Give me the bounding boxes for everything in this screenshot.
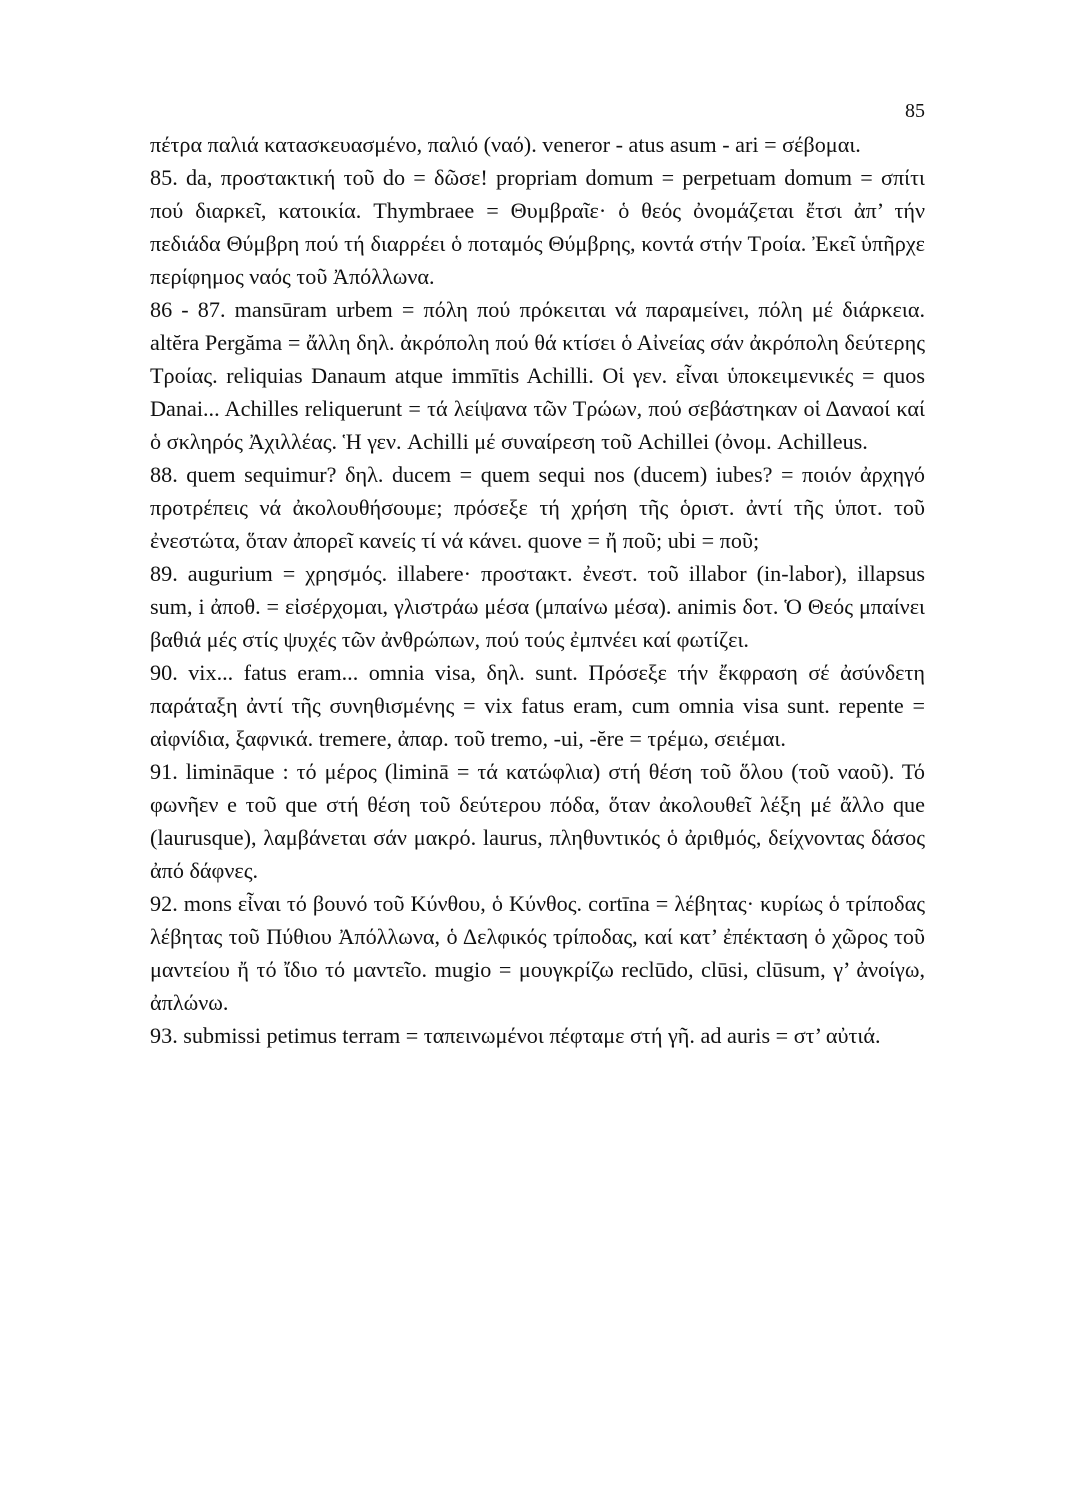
note-92: 92. mons εἶναι τό βουνό τοῦ Κύνθου, ὁ Κύνθος. cortīna = λέβητας· κυρίως ὁ τρίποδας λέβητας τοῦ Πύθιου Ἀπόλλωνα, ὁ Δελφικός τρίποδας, καί κατ’ ἐπέκταση ὁ χῶρος τοῦ μαντείου ἤ τό ἴδιο τό μαντεῖο. mugio = μουγκρίζω reclūdo, clūsi, clūsum, γ’ ἀνοίγω, ἀπλώνω. [150,891,925,1015]
note-88: 88. quem sequimur? δηλ. ducem = quem sequi nos (ducem) iubes? = ποιόν ἀρχηγό προτρέπεις νά ἀκολουθήσουμε; πρόσεξε τή χρήση τῆς ὁριστ. ἀντί τῆς ὑποτ. τοῦ ἐνεστώτα, ὅταν ἀπορεῖ κανείς τί νά κάνει. quove = ἤ ποῦ; ubi = ποῦ; [150,462,925,553]
note-91: 91. limināque : τό μέρος (liminā = τά κατώφλια) στή θέση τοῦ ὅλου (τοῦ ναοῦ). Τό φωνῆεν e τοῦ que στή θέση τοῦ δεύτερου πόδα, ὅταν ἀκολουθεῖ λέξη μέ ἄλλο que (laurusque), λαμβάνεται σάν μακρό. laurus, πληθυντικός ὁ ἀριθμός, δείχνοντας δάσος ἀπό δάφνες. [150,759,925,883]
commentary-text [150,128,925,1052]
note-89: 89. augurium = χρησμός. illabere· προστακτ. ἐνεστ. τοῦ illabor (in-labor), illapsus sum, i ἀποθ. = εἰσέρχομαι, γλιστράω μέσα (μπαίνω μέσα). animis δοτ. Ὁ Θεός μπαίνει βαθιά μές στίς ψυχές τῶν ἀνθρώπων, πού τούς ἐμπνέει καί φωτίζει. [150,561,925,652]
note-93: 93. submissi petimus terram = ταπεινωμένοι πέφταμε στή γῆ. ad auris = στ’ αὐτιά. [150,1023,881,1048]
paragraph-continuation: πέτρα παλιά κατασκευασμένο, παλιό (ναό). veneror - atus asum - ari = σέβομαι. [150,132,861,157]
note-86-87: 86 - 87. mansūram urbem = πόλη πού πρόκειται νά παραμείνει, πόλη μέ διάρκεια. altĕra Pergăma = ἄλλη δηλ. ἀκρόπολη πού θά κτίσει ὁ Αἰνείας σάν ἀκρόπολη δεύτερης Τροίας. reliquias Danaum atque immītis Achilli. Οἱ γεν. εἶναι ὑποκειμενικές = quos Danai... Achilles reliquerunt = τά λείψανα τῶν Τρώων, πού σεβάστηκαν οἱ Δαναοί καί ὁ σκληρός Ἀχιλλέας. Ἡ γεν. Achilli μέ συναίρεση τοῦ Achillei (ὀνομ. Achilleus. [150,297,925,454]
page-number: 85 [905,100,925,122]
note-85: 85. da, προστακτική τοῦ do = δῶσε! propriam domum = perpetuam domum = σπίτι πού διαρκεῖ, κατοικία. Thymbraee = Θυμβραῖε· ὁ θεός ὀνομάζεται ἔτσι ἀπ’ τήν πεδιάδα Θύμβρη πού τή διαρρέει ὁ ποταμός Θύμβρης, κοντά στήν Τροία. Ἐκεῖ ὑπῆρχε περίφημος ναός τοῦ Ἀπόλλωνα. [150,165,925,289]
note-90: 90. vix... fatus eram... omnia visa, δηλ. sunt. Πρόσεξε τήν ἔκφραση σέ ἀσύνδετη παράταξη ἀντί τῆς συνηθισμένης = vix fatus eram, cum omnia visa sunt. repente = αἰφνίδια, ξαφνικά. tremere, ἀπαρ. τοῦ tremo, -ui, -ĕre = τρέμω, σειέμαι. [150,660,925,751]
